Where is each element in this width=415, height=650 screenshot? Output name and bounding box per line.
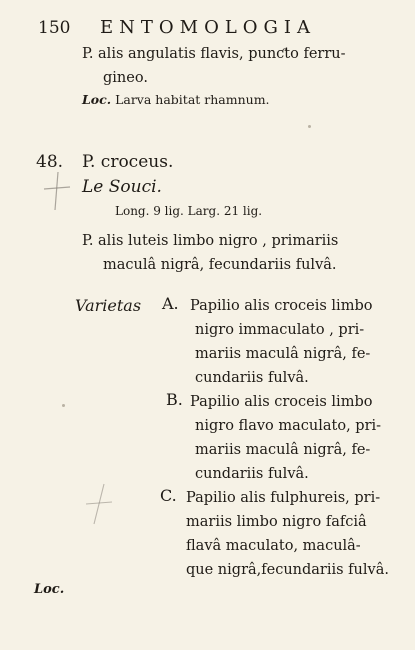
species-name: P. croceus. [82, 152, 174, 172]
page-number: 150 [38, 18, 71, 38]
description-line-1: P. alis luteis limbo nigro , primariis [82, 233, 339, 249]
pencil-mark-icon [82, 482, 116, 526]
variety-letter-a: A. [162, 294, 179, 313]
pencil-mark-icon [42, 170, 72, 212]
loc-text: Larva habitat rhamnum. [115, 92, 270, 107]
french-name: Le Souci. [82, 177, 162, 197]
previous-locality [82, 92, 270, 107]
paper-speck [308, 125, 311, 128]
running-title: ENTOMOLOGIA [100, 17, 317, 38]
variety-c-line-2: mariis limbo nigro fafciâ [186, 514, 367, 530]
variety-a-line-2: nigro immaculato , pri- [195, 322, 365, 338]
variety-a-line-1: Papilio alis croceis limbo [190, 298, 373, 314]
variety-a-line-3: mariis maculâ nigrâ, fe- [195, 346, 371, 362]
previous-description-line-1: P. alis angulatis flavis, punƈto ferru- [82, 46, 346, 62]
entry-number: 48. [36, 152, 64, 172]
footer-loc-label: Loc. [34, 582, 65, 597]
measurements: Long. 9 lig. Larg. 21 lig. [115, 204, 263, 218]
variety-a-line-4: cundariis fulvâ. [195, 370, 309, 386]
previous-description-line-2: gineo. [103, 70, 148, 86]
description-line-2: maculâ nigrâ, fecundariis fulvâ. [103, 257, 337, 273]
variety-letter-b: B. [166, 390, 183, 409]
varietas-label: Varietas [75, 296, 142, 315]
variety-b-line-2: nigro flavo maculato, pri- [195, 418, 382, 434]
variety-c-line-4: que nigrâ,fecundariis fulvâ. [186, 562, 389, 578]
variety-b-line-3: mariis maculâ nigrâ, fe- [195, 442, 371, 458]
variety-b-line-1: Papilio alis croceis limbo [190, 394, 373, 410]
variety-letter-c: C. [160, 486, 177, 505]
paper-speck [62, 404, 65, 407]
variety-c-line-1: Papilio alis fulphureis, pri- [186, 490, 381, 506]
loc-label: Loc. [82, 92, 112, 107]
variety-c-line-3: flavâ maculato, maculâ- [186, 538, 361, 554]
variety-b-line-4: cundariis fulvâ. [195, 466, 309, 482]
